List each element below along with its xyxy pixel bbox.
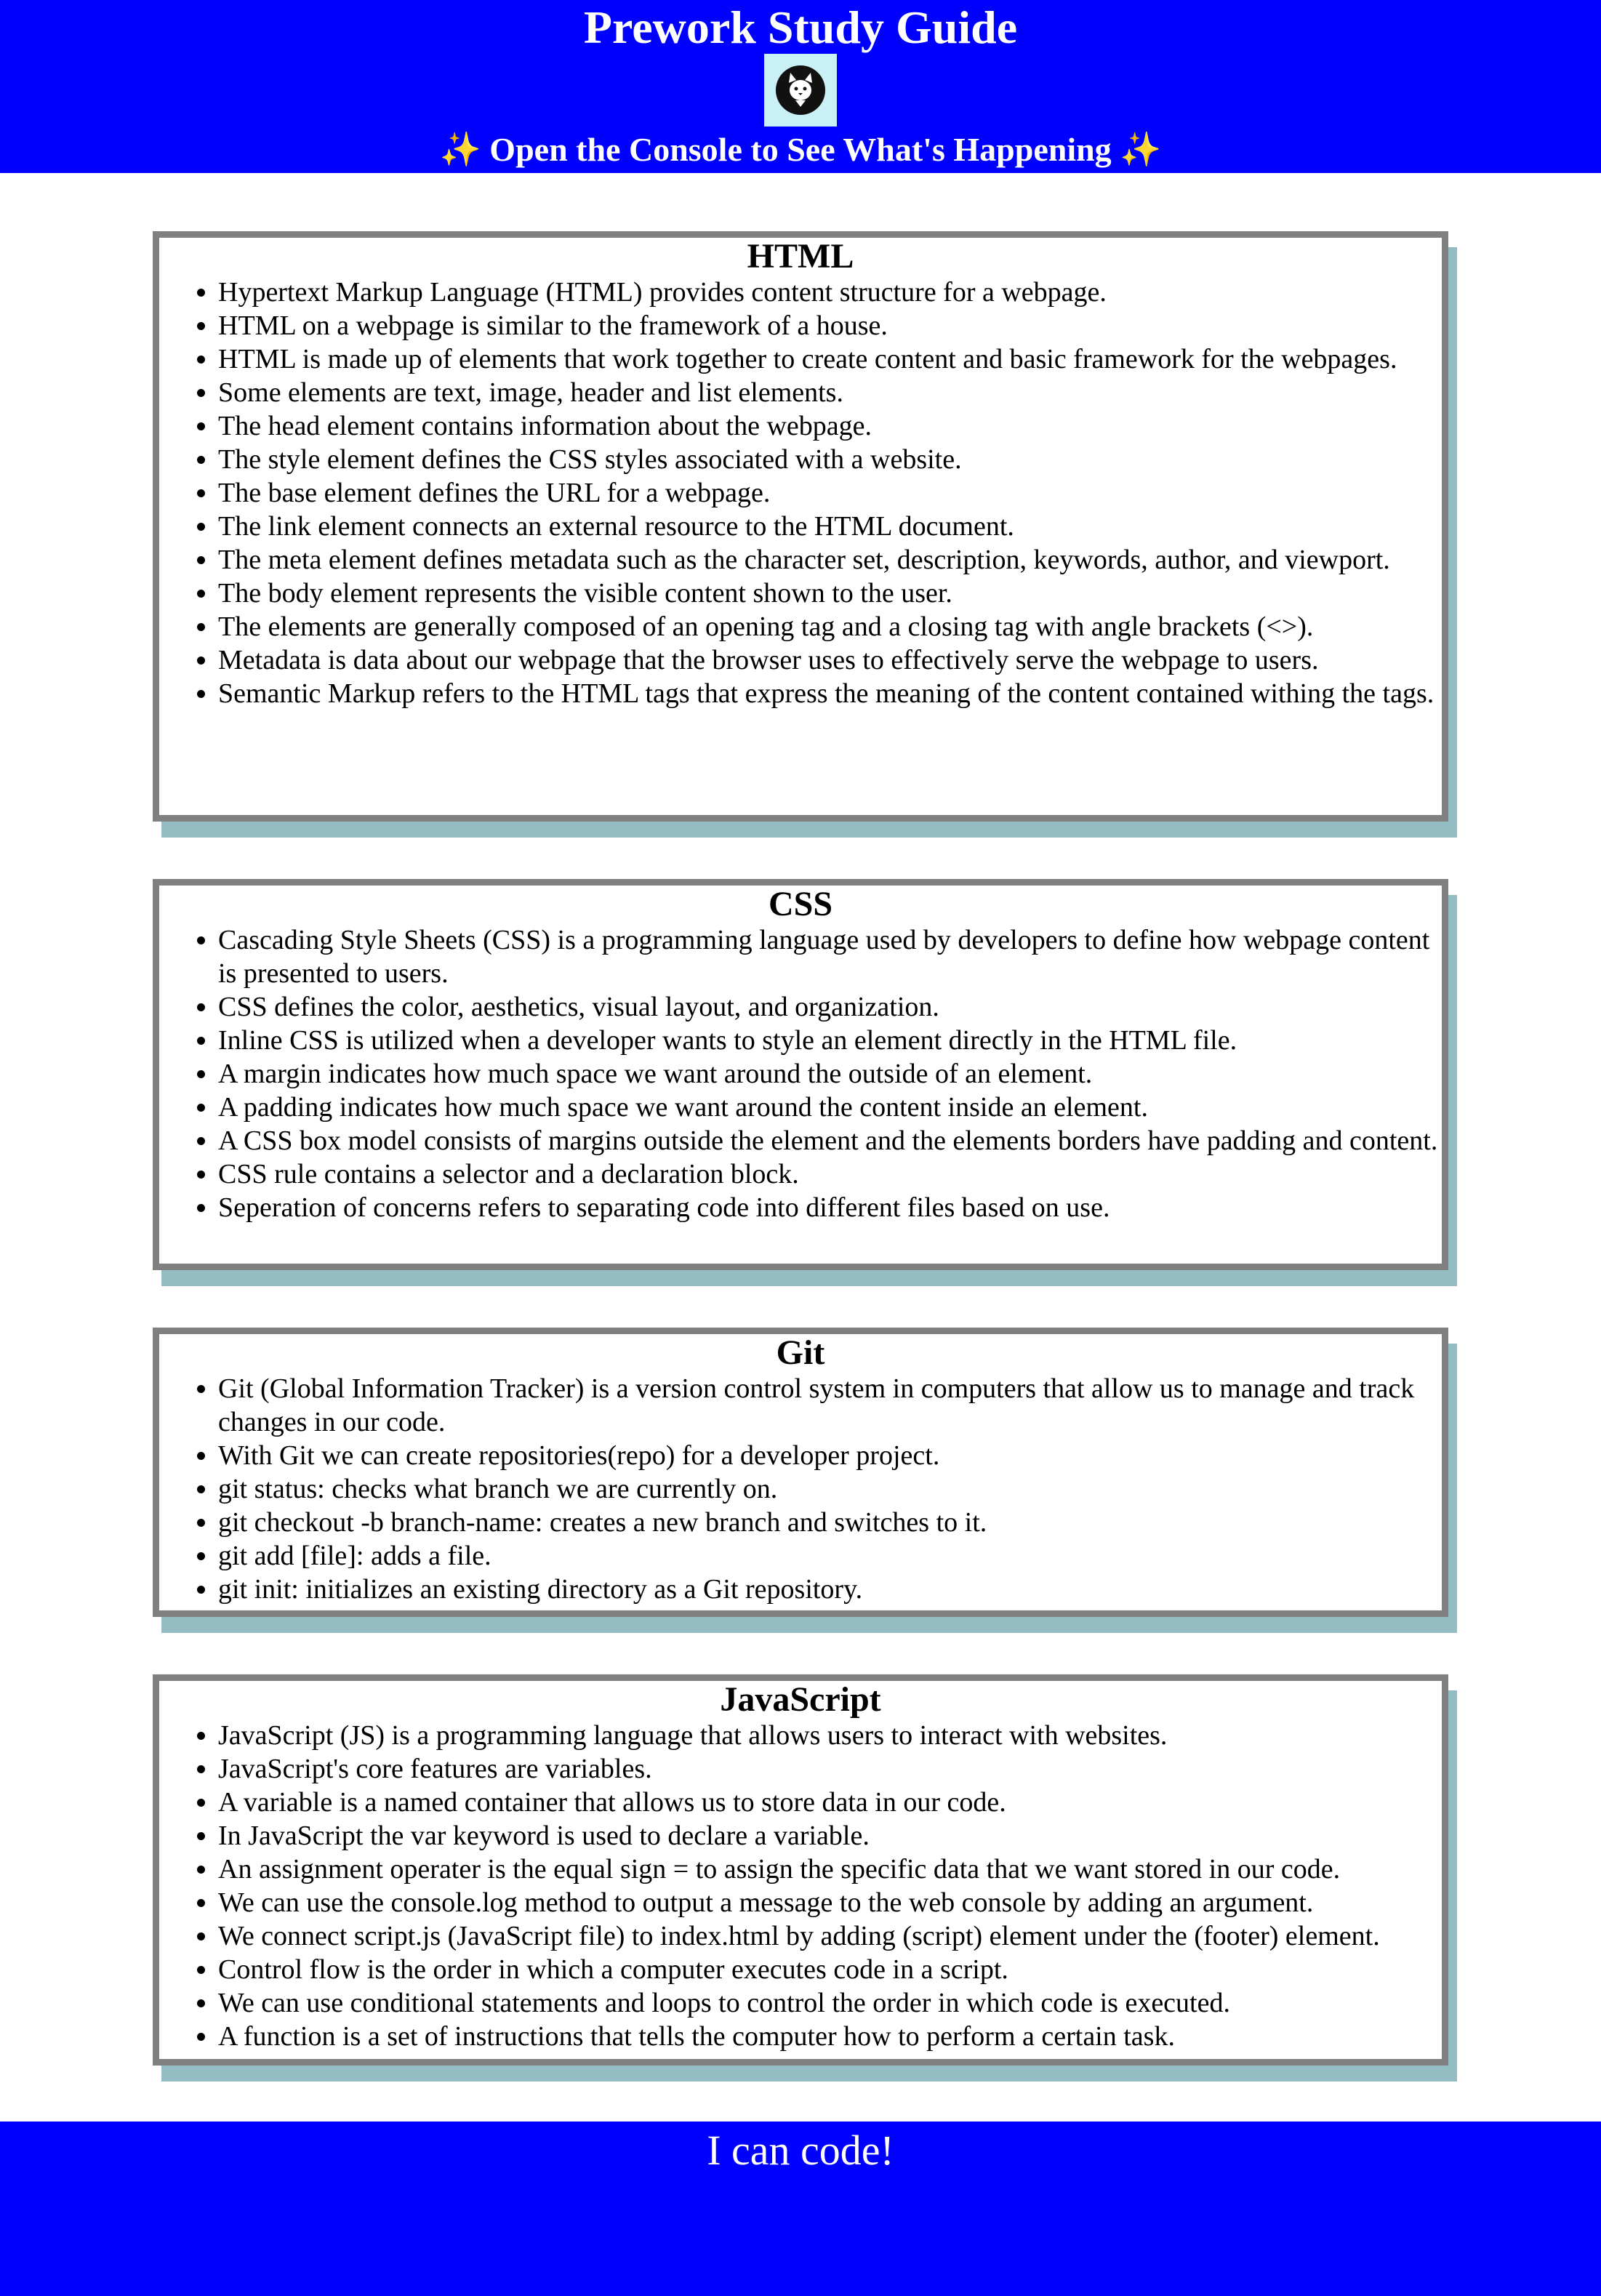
list-item: • JavaScript (JS) is a programming language that allows users to interact with websites. bbox=[218, 1719, 1442, 1752]
section-title: JavaScript bbox=[720, 1680, 881, 1719]
html-section bbox=[153, 231, 1448, 822]
list-item: • HTML is made up of elements that work together to create content and basic framework for the webpages. bbox=[218, 342, 1442, 376]
page-footer bbox=[0, 2122, 1601, 2296]
list-item: • With Git we can create repositories(repo) for a developer project. bbox=[218, 1439, 1442, 1472]
sparkle-icon: ✨ bbox=[439, 129, 481, 169]
page-header bbox=[0, 0, 1601, 173]
list-item: • Control flow is the order in which a computer executes code in a script. bbox=[218, 1953, 1442, 1986]
list-item: • The elements are generally composed of an opening tag and a closing tag with angle brackets (<>). bbox=[218, 610, 1442, 643]
cat-face-icon bbox=[764, 54, 837, 127]
list-item: • The meta element defines metadata such as the character set, description, keywords, author, and viewport. bbox=[218, 543, 1442, 577]
list-item: • CSS defines the color, aesthetics, visual layout, and organization. bbox=[218, 990, 1442, 1024]
list-item: • A CSS box model consists of margins outside the element and the elements borders have padding and content. bbox=[218, 1124, 1442, 1157]
list-item: • git add [file]: adds a file. bbox=[218, 1539, 1442, 1573]
list-item: • git status: checks what branch we are currently on. bbox=[218, 1472, 1442, 1506]
list-item: • Some elements are text, image, header and list elements. bbox=[218, 376, 1442, 409]
list-item: • The head element contains information about the webpage. bbox=[218, 409, 1442, 443]
list-item: • A padding indicates how much space we want around the content inside an element. bbox=[218, 1091, 1442, 1124]
section-list bbox=[159, 1372, 1442, 1606]
list-item: • Git (Global Information Tracker) is a version control system in computers that allow us to manage and track changes in our code. bbox=[218, 1372, 1442, 1439]
subtitle-text: Open the Console to See What's Happening bbox=[489, 131, 1112, 168]
page-title: Prework Study Guide bbox=[583, 1, 1018, 53]
list-item: • Hypertext Markup Language (HTML) provides content structure for a webpage. bbox=[218, 276, 1442, 309]
git-section bbox=[153, 1328, 1448, 1617]
list-item: • A margin indicates how much space we want around the outside of an element. bbox=[218, 1057, 1442, 1091]
javascript-section bbox=[153, 1674, 1448, 2066]
list-item: • CSS rule contains a selector and a declaration block. bbox=[218, 1157, 1442, 1191]
list-item: • The body element represents the visible content shown to the user. bbox=[218, 577, 1442, 610]
section-title: Git bbox=[776, 1333, 825, 1372]
list-item: • A variable is a named container that allows us to store data in our code. bbox=[218, 1786, 1442, 1819]
list-item: • git checkout -b branch-name: creates a new branch and switches to it. bbox=[218, 1506, 1442, 1539]
section-list bbox=[159, 923, 1442, 1224]
list-item: • The style element defines the CSS styles associated with a website. bbox=[218, 443, 1442, 476]
list-item: • git init: initializes an existing directory as a Git repository. bbox=[218, 1573, 1442, 1606]
list-item: • Cascading Style Sheets (CSS) is a programming language used by developers to define how webpage content is presented to users. bbox=[218, 923, 1442, 990]
list-item: • The base element defines the URL for a webpage. bbox=[218, 476, 1442, 510]
section-title: CSS bbox=[768, 885, 833, 923]
sparkle-icon: ✨ bbox=[1120, 129, 1162, 169]
section-list bbox=[159, 276, 1442, 710]
list-item: • We can use the console.log method to output a message to the web console by adding an argument. bbox=[218, 1886, 1442, 1919]
list-item: • Semantic Markup refers to the HTML tags that express the meaning of the content contained withing the tags. bbox=[218, 677, 1442, 710]
list-item: • The link element connects an external resource to the HTML document. bbox=[218, 510, 1442, 543]
list-item: • We connect script.js (JavaScript file) to index.html by adding (script) element under the (footer) element. bbox=[218, 1919, 1442, 1953]
footer-text: I can code! bbox=[707, 2127, 894, 2174]
list-item: • JavaScript's core features are variables. bbox=[218, 1752, 1442, 1786]
list-item: • Inline CSS is utilized when a developer wants to style an element directly in the HTML file. bbox=[218, 1024, 1442, 1057]
css-section bbox=[153, 879, 1448, 1270]
list-item: • We can use conditional statements and loops to control the order in which code is executed. bbox=[218, 1986, 1442, 2020]
section-title: HTML bbox=[747, 237, 854, 276]
list-item: • In JavaScript the var keyword is used to declare a variable. bbox=[218, 1819, 1442, 1853]
list-item: • Metadata is data about our webpage that the browser uses to effectively serve the webpage to users. bbox=[218, 643, 1442, 677]
list-item: • A function is a set of instructions that tells the computer how to perform a certain task. bbox=[218, 2020, 1442, 2053]
console-hint-subtitle bbox=[0, 125, 1601, 174]
section-list bbox=[159, 1719, 1442, 2053]
list-item: • An assignment operater is the equal sign = to assign the specific data that we want stored in our code. bbox=[218, 1853, 1442, 1886]
list-item: • HTML on a webpage is similar to the framework of a house. bbox=[218, 309, 1442, 342]
list-item: • Seperation of concerns refers to separating code into different files based on use. bbox=[218, 1191, 1442, 1224]
